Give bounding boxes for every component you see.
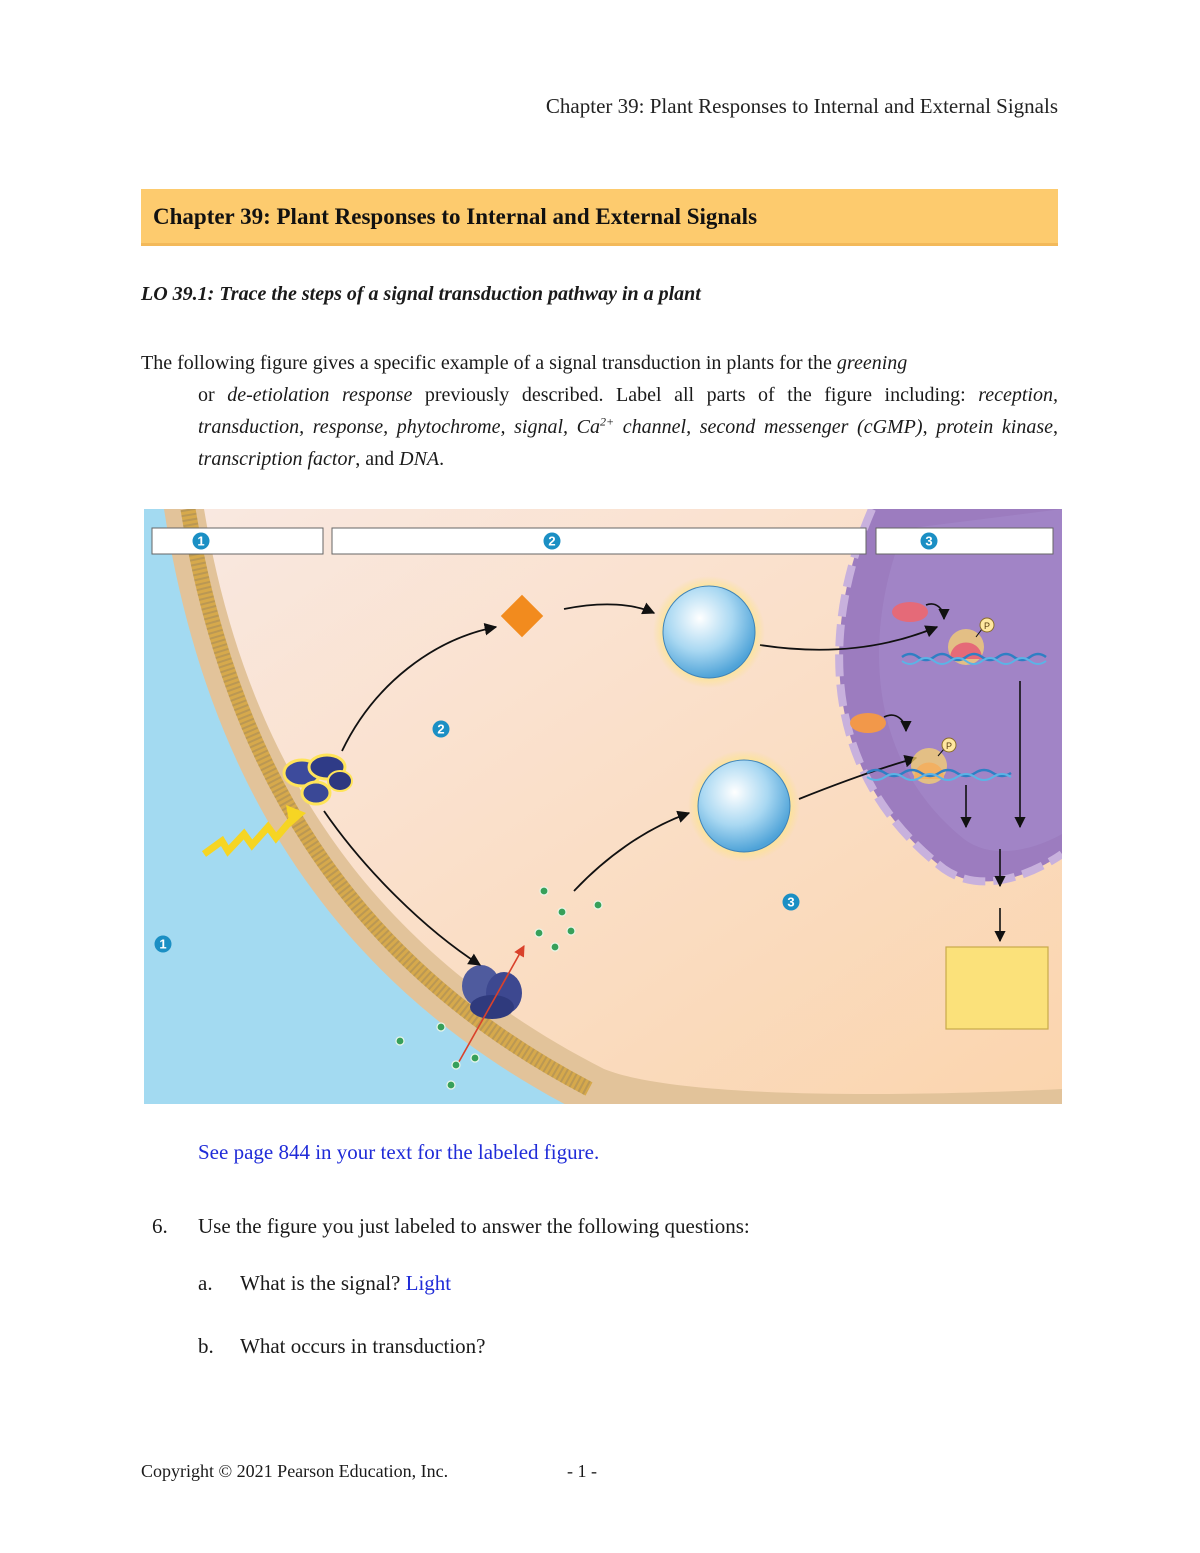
- separator: , and: [355, 448, 400, 470]
- separator: ,: [1053, 416, 1058, 438]
- term-cgmp: (cGMP): [857, 416, 923, 438]
- badge-number: 1: [197, 533, 205, 549]
- question-6-text: Use the figure you just labeled to answer the following questions:: [198, 1214, 750, 1238]
- badge-step-2: [433, 721, 450, 738]
- badge-step-1-top: [193, 533, 210, 550]
- question-b-letter: b.: [198, 1334, 214, 1358]
- badge-step-2-top: [544, 533, 561, 550]
- label-box-transduction[interactable]: [332, 528, 866, 554]
- chapter-title: Chapter 39: Plant Responses to Internal and External Signals: [153, 204, 758, 229]
- badge-number: 3: [787, 894, 795, 910]
- intro-line-1: [141, 347, 1058, 379]
- label-box-reception[interactable]: [152, 528, 323, 554]
- badge-number: 2: [437, 721, 445, 737]
- signal-transduction-figure: [144, 509, 1062, 1104]
- label-box-response[interactable]: [876, 528, 1053, 554]
- intro-text: previously described. Label all parts of the figure including:: [412, 384, 979, 406]
- running-header: Chapter 39: Plant Responses to Internal and External Signals: [545, 94, 1058, 118]
- question-a-letter: a.: [198, 1271, 213, 1295]
- response-box[interactable]: [946, 947, 1048, 1029]
- question-a-text: What is the signal?: [240, 1271, 406, 1295]
- see-page-note: See page 844 in your text for the labeled figure.: [198, 1140, 600, 1164]
- protein-kinase-2: [688, 750, 800, 862]
- term-transcription-factor: transcription factor: [198, 448, 356, 470]
- phosphate-label: P: [945, 741, 953, 751]
- phosphate-label: P: [983, 621, 991, 631]
- terms-text: reception, transduction, response, phytochrome, signal, Ca: [198, 384, 1058, 438]
- term-dna: DNA: [399, 448, 440, 470]
- footer-copyright: Copyright © 2021 Pearson Education, Inc.: [141, 1461, 449, 1481]
- question-a-answer: Light: [405, 1271, 452, 1295]
- intro-paragraph: [141, 347, 1058, 475]
- intro-continuation: [141, 379, 1058, 475]
- protein-kinase-1: [653, 576, 765, 688]
- terms-text: channel, second messenger: [614, 416, 849, 438]
- term-protein-kinase: protein kinase: [936, 416, 1053, 438]
- question-6-number: 6.: [152, 1214, 168, 1238]
- intro-text: The following figure gives a specific example of a signal transduction in plants for the: [141, 352, 837, 374]
- badge-number: 1: [159, 936, 167, 952]
- badge-step-1: [155, 936, 172, 953]
- intro-text: or: [198, 384, 228, 406]
- transcription-factor-1: [892, 602, 928, 622]
- chapter-title-box: [141, 189, 1058, 246]
- separator: ,: [922, 416, 937, 438]
- badge-step-3-top: [921, 533, 938, 550]
- figure-svg: [144, 509, 1062, 1104]
- calcium-superscript: 2+: [600, 414, 615, 429]
- footer-page-number: - 1 -: [567, 1461, 597, 1481]
- term-de-etiolation: de-etiolation response: [227, 384, 413, 406]
- period: .: [439, 448, 445, 470]
- question-b-text: What occurs in transduction?: [240, 1334, 486, 1358]
- badge-number: 2: [548, 533, 556, 549]
- badge-step-3: [783, 894, 800, 911]
- transcription-factor-2: [850, 713, 886, 733]
- learning-objective: LO 39.1: Trace the steps of a signal transduction pathway in a plant: [141, 283, 701, 305]
- term-greening: greening: [836, 352, 908, 374]
- badge-number: 3: [925, 533, 933, 549]
- question-a: [240, 1271, 451, 1296]
